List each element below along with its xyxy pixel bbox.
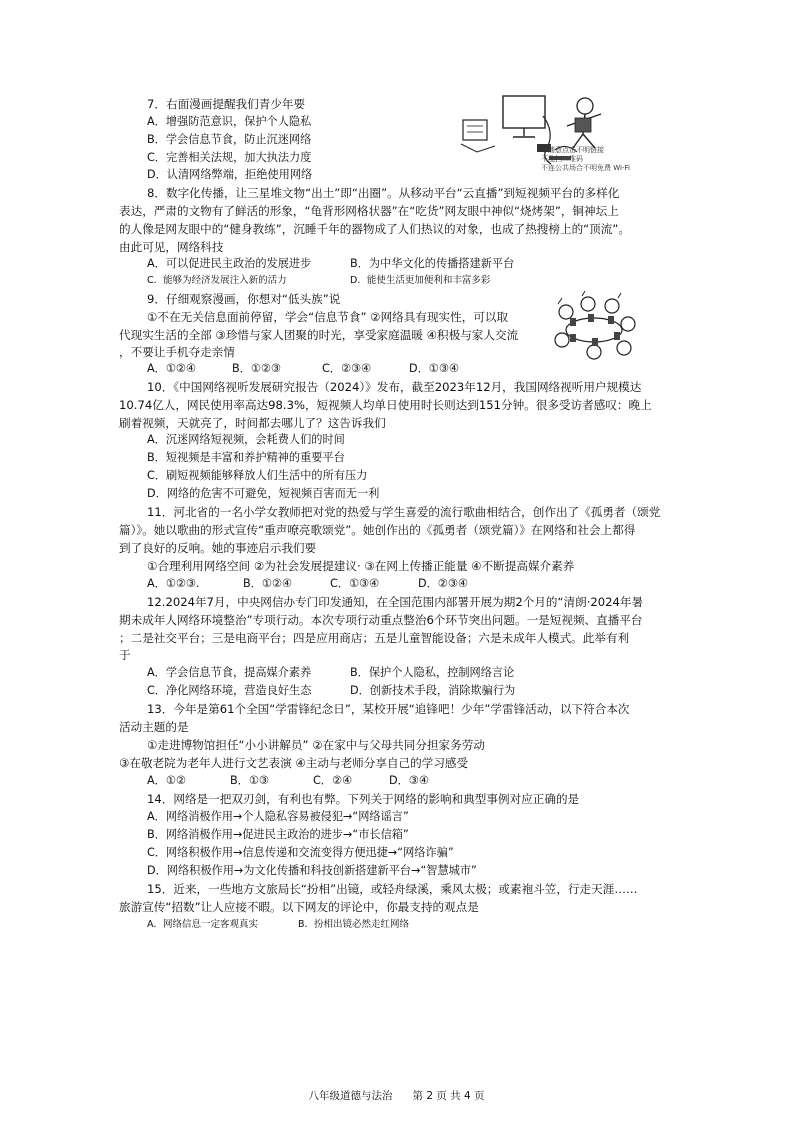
q10-option-b: B．短视频是丰富和养护精神的重要平台 [147,451,345,464]
q12-line-2: 期未成年人网络环境整治”专项行动。本次专项行动重点整治6个环节突出问题。一是短视频、直播平台 [119,613,643,627]
q9-stem: 9．仔细观察漫画，你想对“低头族”说 [147,292,341,306]
q10-option-c: C．刷短视频能够释放人们生活中的所有压力 [147,469,368,482]
q15-line-1: 15．近来，一些地方文旅局长“扮相”出镜，或轻舟绿溪，乘风太极；或素袍斗笠，行走天涯…… [147,882,638,896]
q7-option-d: D．认清网络弊端，拒绝使用网络 [147,168,313,181]
phone-heads-down-cartoon [548,290,640,362]
q13-line-3: ①走进博物馆担任“小小讲解员” ②在家中与父母共同分担家务劳动 [147,738,485,752]
q11-option-a: A．①②③. [147,577,200,590]
q8-option-c: C．能够为经济发展注入新的活力 [147,275,287,286]
q15-option-a: A．网络信息一定客观真实 [147,919,258,930]
q11-option-d: D．②③④ [418,577,468,590]
q11-option-b: B．①②④ [243,577,292,590]
q13-option-d: D．③④ [389,774,429,787]
q8-line-2: 表达，严肃的文物有了鲜活的形象，“龟背形网格状器”在“吃货”网友眼中神似“烧烤架”，铜神坛上 [119,204,619,218]
q8-option-b: B．为中华文化的传播搭建新平台 [350,257,515,270]
q11-line-4: ①合理利用网络空间 ②为社会发展提建议· ③在网上传播正能量 ④不断提高媒介素养 [147,559,575,573]
q7-option-b: B．学会信息节食，防止沉迷网络 [147,133,312,146]
q13-line-2: 活动主题的是 [119,720,189,734]
q9-option-b: B．①②③ [232,362,281,375]
q7-stem: 7．右面漫画提醒我们青少年要 [147,97,306,111]
cartoon-caption-1: 不随意点击不明链接 [541,146,604,154]
q9-line-1: ①不在无关信息面前停留，学会“信息节食” ②网络具有现实性，可以取 [147,310,509,324]
q12-line-4: 于 [119,648,131,662]
q14-stem: 14．网络是一把双刃剑，有利也有弊。下列关于网络的影响和典型事例对应正确的是 [147,792,580,806]
q8-line-1: 8．数字化传播，让三星堆文物“出土”即“出圈”。从移动平台“云直播”到短视频平台的多样化 [147,186,620,200]
q8-line-3: 的人像是网友眼中的“健身教练”，沉睡千年的器物成了人们热议的对象，也成了热搜榜上的“顶流”。 [119,222,630,236]
q9-line-3: ，不要让手机夺走亲情 [119,345,235,359]
cartoon-caption-2: 不乱扫二维码 [541,155,583,163]
q8-option-a: A．可以促进民主政治的发展进步 [147,257,312,270]
q12-option-a: A．学会信息节食，提高媒介素养 [147,666,312,679]
q12-option-d: D．创新技术手段，消除欺骗行为 [350,684,516,697]
q14-option-a: A．网络消极作用→个人隐私容易被侵犯→“网络谣言” [147,810,409,823]
q9-option-d: D．①③④ [409,362,459,375]
q7-option-a: A．增强防范意识，保护个人隐私 [147,115,312,128]
q10-line-1: 10．《中国网络视听发展研究报告（2024）》发布，截至2023年12月，我国网络视听用户规模达 [147,380,642,394]
q12-option-b: B．保护个人隐私，控制网络言论 [350,666,515,679]
page-footer [0,1088,793,1103]
q10-line-3: 刷着视频，天就亮了，时间都去哪儿了？这告诉我们 [119,416,386,430]
q13-option-a: A．①② [147,774,186,787]
q9-line-2: 代现实生活的全部 ③珍惜与家人团聚的时光，享受家庭温暖 ④积极与家人交流 [119,328,519,342]
q15-option-b: B．扮相出镜必然走红网络 [298,919,410,930]
q11-line-1: 11．河北省的一名小学女教师把对党的热爱与学生喜爱的流行歌曲相结合，创作出了《孤勇者（颂党 [147,505,661,519]
q9-option-a: A．①②④ [147,362,196,375]
q12-line-1: 12.2024年7月，中央网信办专门印发通知，在全国范围内部署开展为期2个月的“清朗·2024年暑 [147,595,644,609]
q8-option-d: D．能使生活更加便利和丰富多彩 [350,275,491,286]
q14-option-c: C．网络积极作用→信息传递和交流变得方便迅捷→“网络诈骗” [147,846,454,859]
q13-line-1: 13．今年是第61个全国“学雷锋纪念日”，某校开展“追锋吧！少年”学雷锋活动，以下符合本次 [147,702,630,716]
q13-option-b: B．①③ [230,774,269,787]
footer-page-number: 第 2 页 共 4 页 [412,1090,485,1102]
q13-option-c: C．②④ [313,774,353,787]
cartoon-caption-3: 不连公共场合不明免费 Wi-Fi [541,164,630,172]
q10-option-d: D．网络的危害不可避免，短视频百害而无一利 [147,487,380,500]
q11-option-c: C．①③④ [330,577,380,590]
footer-subject: 八年级道德与法治 [308,1090,393,1102]
q7-option-c: C．完善相关法规，加大执法力度 [147,151,312,164]
q13-line-4: ③在敬老院为老年人进行文艺表演 ④主动与老师分享自己的学习感受 [119,756,469,770]
q12-line-3: ；二是社交平台；三是电商平台；四是应用商店；五是儿童智能设备；六是未成年人模式。此举有利 [119,631,630,645]
q11-line-2: 篇）》。她以歌曲的形式宣传“重声嘹亮歌颂党”。她创作出的《孤勇者（颂党篇）》在网络和社会上都得 [119,523,636,537]
q14-option-d: D．网络积极作用→为文化传播和科技创新搭建新平台→“智慧城市” [147,864,477,877]
q9-option-c: C．②③④ [322,362,372,375]
q8-line-4: 由此可见，网络科技 [119,240,224,254]
q10-option-a: A．沉迷网络短视频，会耗费人们的时间 [147,433,345,446]
q15-line-2: 旅游宣传“招数”让人应接不暇。以下网友的评论中，你最支持的观点是 [119,900,479,914]
q12-option-c: C．净化网络环境，营造良好生态 [147,684,312,697]
q14-option-b: B．网络消极作用→促进民主政治的进步→“市长信箱” [147,828,409,841]
q10-line-2: 10.74亿人，网民使用率高达98.3%，短视频人均单日使用时长则达到151分钟。很多受访者感叹：晚上 [119,398,652,412]
q11-line-3: 到了良好的反响。她的事迹启示我们要 [119,541,317,555]
